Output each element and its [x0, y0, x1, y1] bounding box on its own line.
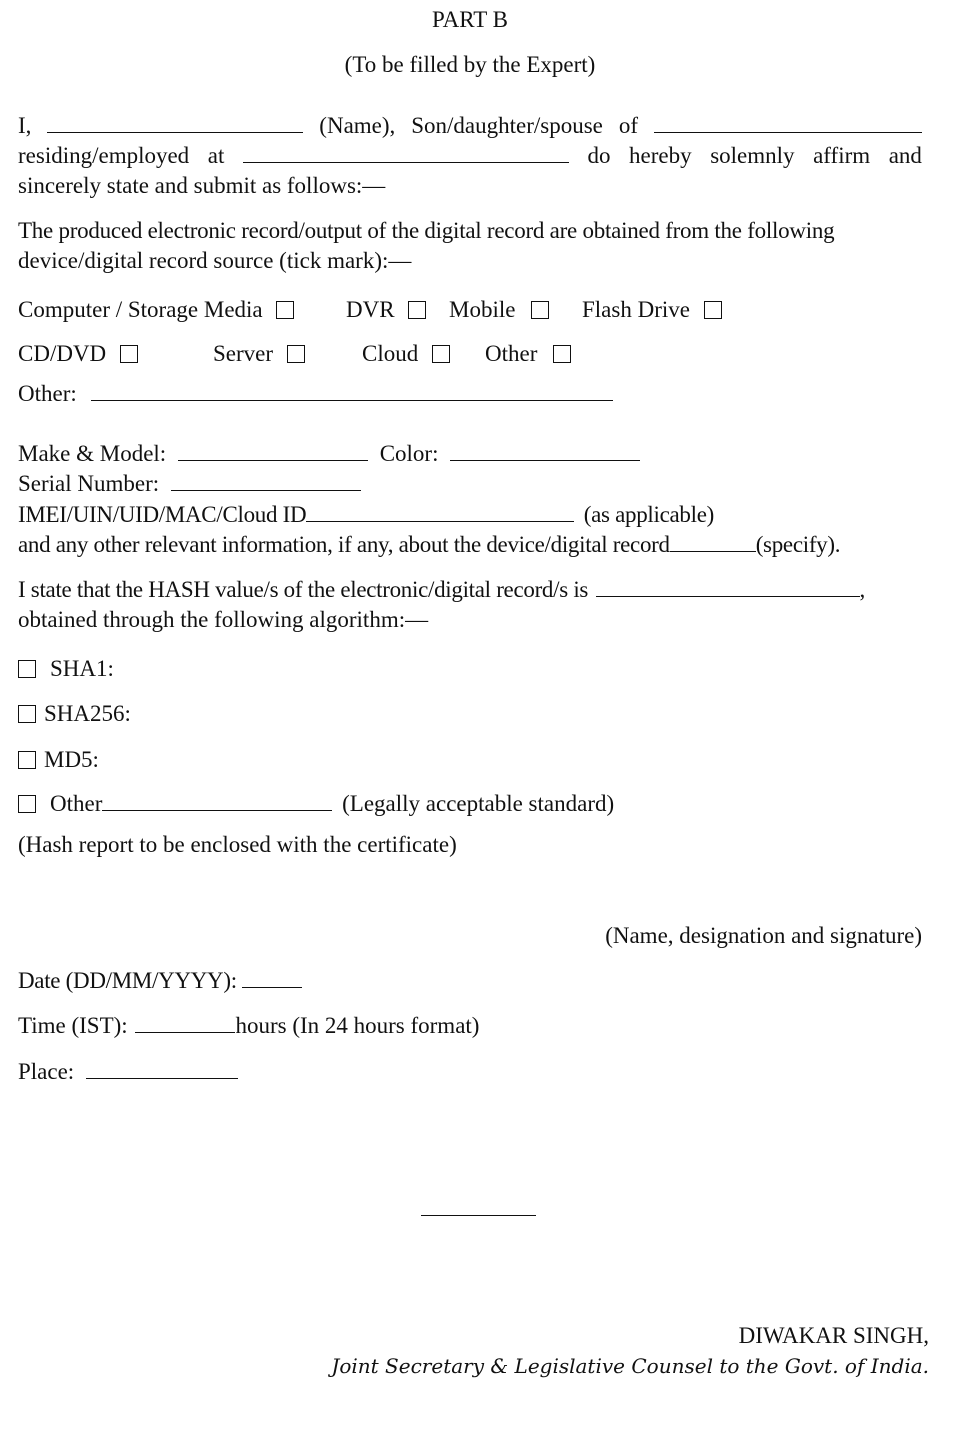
time-line: Time (IST): hours (In 24 hours format): [18, 1013, 480, 1038]
imei-line: IMEI/UIN/UID/MAC/Cloud ID (as applicable): [18, 502, 714, 527]
residing-label: residing/employed: [18, 143, 190, 168]
imei-field[interactable]: [306, 501, 574, 522]
other-device-field[interactable]: [91, 380, 613, 401]
device-option-cd: CD/DVD: [18, 340, 138, 368]
signatory-title: Joint Secretary & Legislative Counsel to the Govt. of India.: [331, 1354, 929, 1378]
cd-dvd-checkbox[interactable]: [120, 345, 138, 363]
md5-checkbox[interactable]: [18, 751, 36, 769]
other-device-checkbox[interactable]: [553, 345, 571, 363]
declaration-line-2: [18, 142, 922, 170]
form-subtitle: (To be filled by the Expert): [344, 52, 596, 77]
affirm-word-3: solemnly: [710, 143, 795, 168]
other-hash-checkbox[interactable]: [18, 795, 36, 813]
declaration-line-3: sincerely state and submit as follows:—: [18, 173, 386, 198]
serial-line: Serial Number:: [18, 470, 361, 498]
relation-name-field[interactable]: [654, 112, 922, 133]
of-word: of: [618, 113, 638, 138]
hash-note: (Hash report to be enclosed with the certificate): [18, 832, 457, 857]
part-heading: PART B: [432, 7, 508, 32]
flash-drive-checkbox[interactable]: [704, 301, 722, 319]
pronoun-i: I,: [18, 113, 32, 138]
declaration-line-1: [18, 112, 922, 140]
device-option-dvr: DVR: [346, 296, 426, 324]
serial-field[interactable]: [171, 470, 361, 491]
dvr-checkbox[interactable]: [408, 301, 426, 319]
color-field[interactable]: [450, 440, 640, 461]
device-option-other: Other: [485, 340, 571, 368]
affirm-word-2: hereby: [629, 143, 692, 168]
name-field[interactable]: [47, 112, 303, 133]
address-field[interactable]: [243, 142, 569, 163]
affirm-word-4: affirm: [813, 143, 871, 168]
device-option-mobile: Mobile: [449, 296, 549, 324]
device-option-flash: Flash Drive: [582, 296, 722, 324]
name-label: (Name),: [319, 113, 396, 138]
device-option-storage: Computer / Storage Media: [18, 296, 294, 324]
hash-option-md5: MD5:: [18, 746, 99, 774]
at-word: at: [207, 143, 225, 168]
sha256-checkbox[interactable]: [18, 705, 36, 723]
place-line: Place:: [18, 1058, 238, 1086]
place-field[interactable]: [86, 1058, 238, 1079]
hash-line-1: I state that the HASH value/s of the electronic/digital record/s is ,: [18, 577, 865, 602]
signatory-name: DIWAKAR SINGH,: [738, 1323, 929, 1348]
date-field[interactable]: [242, 967, 302, 988]
separator-line: [421, 1215, 536, 1216]
sha1-checkbox[interactable]: [18, 660, 36, 678]
device-option-server: Server: [213, 340, 305, 368]
make-model-line: Make & Model: Color:: [18, 440, 640, 468]
other-hash-field[interactable]: [102, 790, 332, 811]
server-checkbox[interactable]: [287, 345, 305, 363]
hash-value-field[interactable]: [596, 576, 860, 597]
cloud-checkbox[interactable]: [432, 345, 450, 363]
hash-option-other: Other (Legally acceptable standard): [18, 790, 614, 818]
relation-label: Son/daughter/spouse: [411, 113, 603, 138]
other-info-field[interactable]: [670, 531, 756, 552]
make-model-field[interactable]: [178, 440, 368, 461]
date-line: Date (DD/MM/YYYY):: [18, 967, 302, 995]
source-intro-2: device/digital record source (tick mark):—: [18, 248, 412, 273]
signature-label: (Name, designation and signature): [605, 923, 922, 948]
hash-line-2: obtained through the following algorithm:—: [18, 607, 429, 632]
affirm-word-1: do: [587, 143, 611, 168]
device-option-cloud: Cloud: [362, 340, 450, 368]
source-intro-1: The produced electronic record/output of the digital record are obtained from the following: [18, 218, 835, 243]
time-field[interactable]: [135, 1012, 235, 1033]
hash-option-sha256: SHA256:: [18, 700, 131, 728]
other-device-line: Other:: [18, 380, 613, 408]
hash-option-sha1: SHA1:: [18, 655, 114, 683]
mobile-checkbox[interactable]: [531, 301, 549, 319]
other-info-line: and any other relevant information, if any, about the device/digital record (specify).: [18, 532, 841, 557]
storage-checkbox[interactable]: [276, 301, 294, 319]
affirm-word-5: and: [888, 143, 922, 168]
